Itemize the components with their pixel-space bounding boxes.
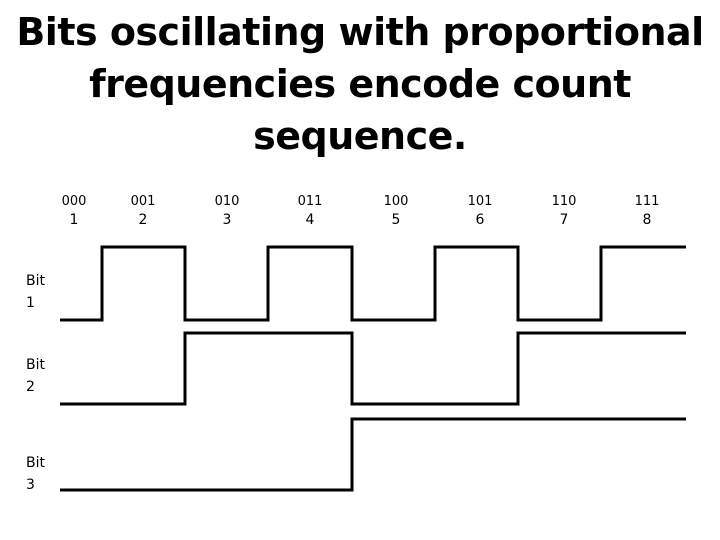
row-label-word: Bit	[26, 455, 45, 471]
column-binary: 011	[297, 194, 323, 209]
bit-2-waveform	[60, 333, 686, 404]
column-decimal: 1	[69, 212, 79, 228]
row-label-number: 2	[26, 379, 35, 395]
row-label-word: Bit	[26, 357, 45, 373]
column-decimal: 8	[642, 212, 652, 228]
column-decimal: 7	[559, 212, 569, 228]
row-label-number: 3	[26, 477, 35, 493]
title-line-1: Bits oscillating with proportional	[16, 10, 704, 54]
bit-1-waveform	[60, 247, 686, 320]
bit-3-waveform	[60, 419, 686, 490]
row-label-word: Bit	[26, 273, 45, 289]
column-binary: 010	[214, 194, 240, 209]
title-line-2: frequencies encode count sequence.	[89, 62, 631, 158]
column-decimal: 3	[222, 212, 232, 228]
column-binary: 101	[467, 194, 493, 209]
column-binary: 100	[383, 194, 409, 209]
column-decimal: 6	[475, 212, 485, 228]
column-decimal: 2	[138, 212, 148, 228]
row-label-number: 1	[26, 295, 35, 311]
column-decimal: 5	[391, 212, 401, 228]
column-decimal: 4	[305, 212, 315, 228]
column-binary: 000	[61, 194, 87, 209]
column-binary: 110	[551, 194, 577, 209]
column-binary: 001	[130, 194, 156, 209]
column-binary: 111	[634, 194, 660, 209]
